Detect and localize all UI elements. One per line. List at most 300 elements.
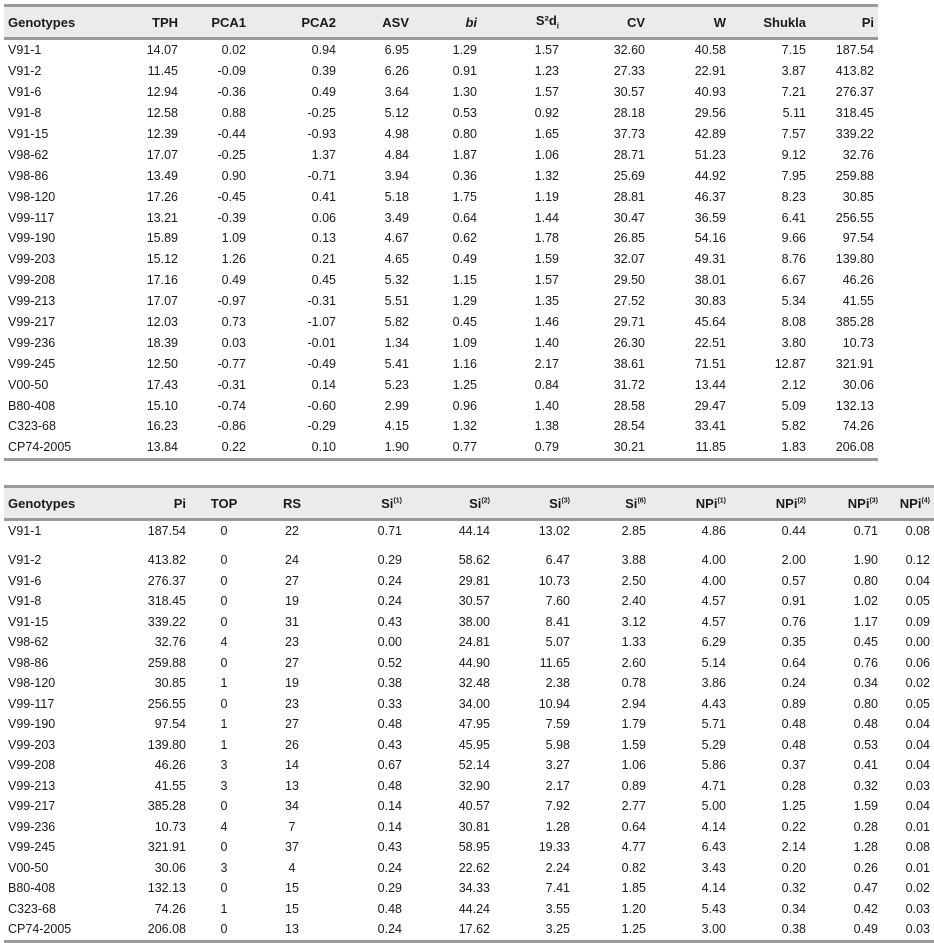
value-cell: 17.62 bbox=[406, 919, 494, 941]
value-cell: 1.59 bbox=[621, 737, 646, 752]
value-cell: 0.04 bbox=[905, 799, 930, 814]
value-cell: 0.45 bbox=[853, 635, 878, 650]
value-cell: 3 bbox=[220, 778, 228, 793]
column-header-npi1 bbox=[650, 487, 730, 520]
table-row bbox=[4, 694, 934, 715]
value-cell: 1.23 bbox=[534, 64, 559, 79]
value-cell: -0.39 bbox=[217, 210, 246, 225]
value-cell: 30.47 bbox=[613, 210, 645, 225]
column-header-si3-superscript: (3) bbox=[561, 497, 570, 505]
value-cell: 24 bbox=[285, 553, 299, 568]
value-cell: 0.76 bbox=[853, 655, 878, 670]
value-cell: 276.37 bbox=[147, 573, 186, 588]
table-row bbox=[4, 124, 878, 145]
value-cell: -0.49 bbox=[307, 356, 336, 371]
value-cell: 0.44 bbox=[781, 524, 806, 538]
value-cell: 0.77 bbox=[413, 437, 481, 459]
value-cell: 1 bbox=[220, 676, 228, 691]
value-cell: 0.89 bbox=[781, 696, 806, 711]
table-row bbox=[4, 39, 878, 61]
genotype-cell: V99-213 bbox=[8, 294, 56, 309]
column-header-si6 bbox=[574, 487, 650, 520]
table-row bbox=[4, 207, 878, 228]
genotype-cell: V91-8 bbox=[8, 594, 42, 609]
value-cell: 0.05 bbox=[905, 696, 930, 711]
genotype-cell: V99-245 bbox=[8, 356, 56, 371]
column-header-s2di bbox=[481, 6, 563, 39]
value-cell: 0.12 bbox=[905, 553, 930, 568]
value-cell: 4.65 bbox=[384, 252, 409, 267]
value-cell: 2.17 bbox=[534, 356, 559, 371]
value-cell: -0.74 bbox=[217, 398, 246, 413]
table-row bbox=[4, 776, 934, 797]
column-header-pi: Pi bbox=[104, 487, 190, 520]
value-cell: 1.25 bbox=[574, 919, 650, 941]
value-cell: 4.84 bbox=[384, 147, 409, 162]
value-cell: 0.45 bbox=[452, 315, 477, 330]
value-cell: 37.73 bbox=[613, 127, 645, 141]
value-cell: 7.95 bbox=[781, 168, 806, 183]
value-cell: 1.75 bbox=[452, 189, 477, 204]
table-row bbox=[4, 82, 878, 103]
value-cell: 0.09 bbox=[905, 614, 930, 629]
genotype-cell: V98-120 bbox=[8, 676, 56, 691]
value-cell: 4.15 bbox=[384, 419, 409, 434]
value-cell: 0.80 bbox=[853, 573, 878, 588]
column-header-pca2: PCA2 bbox=[250, 6, 340, 39]
table-row bbox=[4, 186, 878, 207]
value-cell: 4.67 bbox=[384, 231, 409, 246]
value-cell: 7.57 bbox=[781, 127, 806, 141]
value-cell: 4.14 bbox=[701, 881, 726, 896]
value-cell: 0.79 bbox=[481, 437, 563, 459]
value-cell: 5.41 bbox=[384, 356, 409, 371]
value-cell: 6.26 bbox=[384, 64, 409, 79]
value-cell: 1.20 bbox=[621, 901, 646, 916]
column-header-npi4-superscript: (4) bbox=[921, 497, 930, 505]
value-cell: 0.00 bbox=[377, 635, 402, 650]
value-cell: 0 bbox=[190, 919, 258, 941]
value-cell: -0.36 bbox=[217, 85, 246, 100]
value-cell: 5.82 bbox=[384, 315, 409, 330]
value-cell: 139.80 bbox=[147, 737, 186, 752]
value-cell: -0.25 bbox=[217, 147, 246, 162]
value-cell: 4.77 bbox=[621, 840, 646, 855]
value-cell: 19.33 bbox=[538, 840, 570, 855]
genotype-cell: V99-217 bbox=[8, 799, 56, 814]
value-cell: 206.08 bbox=[810, 437, 878, 459]
value-cell: 38.00 bbox=[458, 614, 490, 629]
genotype-cell: V99-213 bbox=[8, 778, 56, 793]
value-cell: 18.39 bbox=[146, 335, 178, 350]
value-cell: 27 bbox=[285, 655, 299, 670]
value-cell: 29.50 bbox=[613, 273, 645, 288]
value-cell: 132.13 bbox=[835, 398, 874, 413]
genotype-cell: V99-236 bbox=[8, 819, 56, 834]
value-cell: 1.09 bbox=[221, 231, 246, 246]
value-cell: 3 bbox=[220, 860, 228, 875]
column-header-pi: Pi bbox=[810, 6, 878, 39]
value-cell: 3.25 bbox=[494, 919, 574, 941]
genotype-cell: V99-208 bbox=[8, 273, 56, 288]
value-cell: 256.55 bbox=[147, 696, 186, 711]
value-cell: 1.90 bbox=[853, 553, 878, 568]
value-cell: 0.20 bbox=[781, 860, 806, 875]
value-cell: 45.64 bbox=[694, 315, 726, 330]
column-header-si3-label: Si bbox=[549, 495, 562, 511]
value-cell: 6.41 bbox=[781, 210, 806, 225]
value-cell: 1.87 bbox=[452, 147, 477, 162]
value-cell: 0.02 bbox=[905, 676, 930, 691]
value-cell: 71.51 bbox=[694, 356, 726, 371]
value-cell: 0.33 bbox=[377, 696, 402, 711]
value-cell: 2.12 bbox=[781, 377, 806, 392]
genotype-cell: V99-236 bbox=[8, 335, 56, 350]
value-cell: 0.96 bbox=[452, 398, 477, 413]
value-cell: 4 bbox=[220, 635, 228, 650]
value-cell: 32.90 bbox=[458, 778, 490, 793]
column-header-rs: RS bbox=[258, 487, 326, 520]
value-cell: 40.58 bbox=[694, 43, 726, 58]
column-header-si2-superscript: (2) bbox=[481, 497, 490, 505]
value-cell: 2.77 bbox=[621, 799, 646, 814]
value-cell: 5.18 bbox=[384, 189, 409, 204]
value-cell: 0.49 bbox=[311, 85, 336, 100]
table-row bbox=[4, 673, 934, 694]
value-cell: 45.95 bbox=[458, 737, 490, 752]
column-header-cv: CV bbox=[563, 6, 649, 39]
value-cell: 0.43 bbox=[377, 614, 402, 629]
value-cell: 2.99 bbox=[384, 398, 409, 413]
value-cell: 1.06 bbox=[534, 147, 559, 162]
value-cell: 12.50 bbox=[146, 356, 178, 371]
value-cell: 30.21 bbox=[563, 437, 649, 459]
genotype-cell: V00-50 bbox=[8, 860, 49, 875]
value-cell: 30.06 bbox=[842, 377, 874, 392]
value-cell: 3.49 bbox=[384, 210, 409, 225]
value-cell: 413.82 bbox=[835, 64, 874, 79]
value-cell: 4.43 bbox=[701, 696, 726, 711]
column-header-npi4-label: NPi bbox=[899, 495, 922, 511]
value-cell: 34.00 bbox=[458, 696, 490, 711]
value-cell: 1.29 bbox=[452, 43, 477, 58]
value-cell: 0 bbox=[220, 524, 228, 538]
table-body bbox=[4, 39, 878, 460]
value-cell: 256.55 bbox=[835, 210, 874, 225]
value-cell: 16.23 bbox=[146, 419, 178, 434]
value-cell: 28.54 bbox=[613, 419, 645, 434]
value-cell: 259.88 bbox=[147, 655, 186, 670]
value-cell: 0.41 bbox=[311, 189, 336, 204]
value-cell: 32.76 bbox=[842, 147, 874, 162]
value-cell: 0 bbox=[220, 840, 228, 855]
value-cell: 22.51 bbox=[694, 335, 726, 350]
table-row bbox=[4, 520, 934, 551]
genotype-cell: V91-6 bbox=[8, 85, 42, 100]
value-cell: 25.69 bbox=[613, 168, 645, 183]
value-cell: 97.54 bbox=[842, 231, 874, 246]
value-cell: 46.26 bbox=[842, 273, 874, 288]
value-cell: 0.43 bbox=[377, 737, 402, 752]
value-cell: 40.93 bbox=[694, 85, 726, 100]
value-cell: 8.23 bbox=[781, 189, 806, 204]
column-header-npi2 bbox=[730, 487, 810, 520]
value-cell: 1.02 bbox=[853, 594, 878, 609]
value-cell: 97.54 bbox=[154, 717, 186, 732]
value-cell: 0.08 bbox=[905, 524, 930, 538]
value-cell: 187.54 bbox=[147, 524, 186, 538]
value-cell: 44.14 bbox=[458, 524, 490, 538]
value-cell: 26.30 bbox=[613, 335, 645, 350]
value-cell: 29.81 bbox=[458, 573, 490, 588]
column-header-genotypes: Genotypes bbox=[4, 6, 104, 39]
genotype-cell: V99-217 bbox=[8, 315, 56, 330]
value-cell: 2.50 bbox=[621, 573, 646, 588]
value-cell: 0 bbox=[220, 799, 228, 814]
value-cell: 74.26 bbox=[842, 419, 874, 434]
value-cell: 0.34 bbox=[853, 676, 878, 691]
value-cell: 0.38 bbox=[730, 919, 810, 941]
value-cell: 0 bbox=[220, 573, 228, 588]
genotype-cell: V99-245 bbox=[8, 840, 56, 855]
table-row bbox=[4, 899, 934, 920]
genotype-cell: V99-203 bbox=[8, 737, 56, 752]
value-cell: 339.22 bbox=[147, 614, 186, 629]
table-body bbox=[4, 520, 934, 942]
value-cell: 0.03 bbox=[905, 778, 930, 793]
value-cell: 0.91 bbox=[452, 64, 477, 79]
value-cell: 0.41 bbox=[853, 758, 878, 773]
value-cell: 5.34 bbox=[781, 294, 806, 309]
value-cell: 6.43 bbox=[701, 840, 726, 855]
value-cell: 30.06 bbox=[154, 860, 186, 875]
value-cell: 0.80 bbox=[853, 696, 878, 711]
value-cell: 3.12 bbox=[621, 614, 646, 629]
table-row bbox=[4, 817, 934, 838]
column-header-npi4 bbox=[882, 487, 934, 520]
value-cell: 26 bbox=[285, 737, 299, 752]
value-cell: 30.81 bbox=[458, 819, 490, 834]
value-cell: 0.28 bbox=[853, 819, 878, 834]
table-row bbox=[4, 165, 878, 186]
genotype-cell: V98-62 bbox=[8, 147, 49, 162]
value-cell: 52.14 bbox=[458, 758, 490, 773]
column-header-top: TOP bbox=[190, 487, 258, 520]
genotype-cell: V99-208 bbox=[8, 758, 56, 773]
value-cell: 0.22 bbox=[781, 819, 806, 834]
value-cell: 4 bbox=[288, 860, 296, 875]
table-row bbox=[4, 755, 934, 776]
value-cell: 206.08 bbox=[104, 919, 190, 941]
value-cell: 318.45 bbox=[835, 106, 874, 121]
value-cell: 36.59 bbox=[694, 210, 726, 225]
value-cell: 12.94 bbox=[146, 85, 178, 100]
value-cell: 9.12 bbox=[781, 147, 806, 162]
table-row bbox=[4, 735, 934, 756]
value-cell: 10.73 bbox=[538, 573, 570, 588]
value-cell: 0 bbox=[220, 881, 228, 896]
value-cell: 3.80 bbox=[781, 335, 806, 350]
genotype-cell: C323-68 bbox=[8, 901, 56, 916]
genotype-cell: V98-120 bbox=[8, 189, 56, 204]
value-cell: 33.41 bbox=[694, 419, 726, 434]
value-cell: 0.06 bbox=[311, 210, 336, 225]
value-cell: 32.48 bbox=[458, 676, 490, 691]
value-cell: 28.58 bbox=[613, 398, 645, 413]
value-cell: 0.24 bbox=[377, 573, 402, 588]
value-cell: 1.30 bbox=[452, 85, 477, 100]
value-cell: 4.98 bbox=[384, 127, 409, 141]
value-cell: 14.07 bbox=[146, 43, 178, 58]
value-cell: 3.00 bbox=[650, 919, 730, 941]
value-cell: 30.57 bbox=[458, 594, 490, 609]
value-cell: 0.13 bbox=[311, 231, 336, 246]
value-cell: 187.54 bbox=[835, 43, 874, 58]
value-cell: 0.53 bbox=[853, 737, 878, 752]
value-cell: 7.92 bbox=[545, 799, 570, 814]
value-cell: 13.02 bbox=[538, 524, 570, 538]
value-cell: 1.57 bbox=[534, 273, 559, 288]
value-cell: 26.85 bbox=[613, 231, 645, 246]
value-cell: 0.04 bbox=[905, 573, 930, 588]
value-cell: 27 bbox=[285, 573, 299, 588]
column-header-npi1-label: NPi bbox=[695, 495, 718, 511]
value-cell: 0.14 bbox=[377, 799, 402, 814]
value-cell: 23 bbox=[285, 635, 299, 650]
value-cell: 0.24 bbox=[377, 594, 402, 609]
value-cell: 0.49 bbox=[452, 252, 477, 267]
value-cell: 0.01 bbox=[905, 860, 930, 875]
value-cell: 0.88 bbox=[221, 106, 246, 121]
value-cell: 27.52 bbox=[613, 294, 645, 309]
value-cell: 19 bbox=[285, 594, 299, 609]
table-row bbox=[4, 312, 878, 333]
value-cell: 11.85 bbox=[649, 437, 730, 459]
value-cell: 7.15 bbox=[781, 43, 806, 58]
value-cell: 0.90 bbox=[221, 168, 246, 183]
table-row bbox=[4, 270, 878, 291]
value-cell: 6.47 bbox=[545, 553, 570, 568]
value-cell: 13 bbox=[285, 778, 299, 793]
value-cell: 0.71 bbox=[853, 524, 878, 538]
value-cell: 1.83 bbox=[730, 437, 810, 459]
value-cell: 321.91 bbox=[835, 356, 874, 371]
value-cell: 0.03 bbox=[221, 335, 246, 350]
column-header-si3 bbox=[494, 487, 574, 520]
value-cell: 24.81 bbox=[458, 635, 490, 650]
table-row bbox=[4, 919, 934, 941]
table-row bbox=[4, 249, 878, 270]
value-cell: -0.71 bbox=[307, 168, 336, 183]
value-cell: 5.07 bbox=[545, 635, 570, 650]
value-cell: 8.08 bbox=[781, 315, 806, 330]
value-cell: 46.26 bbox=[154, 758, 186, 773]
genotype-cell: V91-15 bbox=[8, 614, 49, 629]
value-cell: 385.28 bbox=[835, 315, 874, 330]
value-cell: 1.35 bbox=[534, 294, 559, 309]
value-cell: 0.47 bbox=[853, 881, 878, 896]
value-cell: -0.93 bbox=[307, 127, 336, 141]
genotype-cell: V99-190 bbox=[8, 231, 56, 246]
value-cell: 10.73 bbox=[154, 819, 186, 834]
value-cell: 1.06 bbox=[621, 758, 646, 773]
value-cell: 14 bbox=[285, 758, 299, 773]
value-cell: 4.71 bbox=[701, 778, 726, 793]
column-header-bi: bi bbox=[413, 6, 481, 39]
value-cell: 6.67 bbox=[781, 273, 806, 288]
value-cell: 2.14 bbox=[781, 840, 806, 855]
ranking-indices-table bbox=[4, 485, 934, 943]
value-cell: -1.07 bbox=[307, 315, 336, 330]
table-row bbox=[4, 571, 934, 592]
table-row bbox=[4, 858, 934, 879]
value-cell: 0 bbox=[220, 655, 228, 670]
value-cell: 0.84 bbox=[534, 377, 559, 392]
value-cell: 0.82 bbox=[621, 860, 646, 875]
value-cell: 7 bbox=[288, 819, 296, 834]
value-cell: 13.49 bbox=[146, 168, 178, 183]
value-cell: 23 bbox=[285, 696, 299, 711]
value-cell: 0.28 bbox=[781, 778, 806, 793]
genotype-cell: CP74-2005 bbox=[4, 437, 104, 459]
value-cell: 30.57 bbox=[613, 85, 645, 100]
value-cell: 0.48 bbox=[781, 717, 806, 732]
value-cell: 0.94 bbox=[311, 43, 336, 58]
value-cell: 15 bbox=[285, 901, 299, 916]
value-cell: 3.94 bbox=[384, 168, 409, 183]
value-cell: 51.23 bbox=[694, 147, 726, 162]
value-cell: 0.53 bbox=[452, 106, 477, 121]
value-cell: 1.17 bbox=[853, 614, 878, 629]
value-cell: 1.90 bbox=[340, 437, 413, 459]
stability-parameters-table bbox=[4, 4, 878, 461]
value-cell: 3.27 bbox=[545, 758, 570, 773]
value-cell: 0 bbox=[220, 614, 228, 629]
value-cell: -0.60 bbox=[307, 398, 336, 413]
value-cell: 11.65 bbox=[539, 655, 570, 670]
table-row bbox=[4, 332, 878, 353]
value-cell: 0.91 bbox=[781, 594, 806, 609]
value-cell: 12.58 bbox=[146, 106, 178, 121]
genotype-cell: V91-2 bbox=[8, 64, 42, 79]
value-cell: 413.82 bbox=[147, 553, 186, 568]
value-cell: 0.03 bbox=[905, 901, 930, 916]
genotype-cell: V98-86 bbox=[8, 168, 49, 183]
value-cell: 0.22 bbox=[182, 437, 250, 459]
value-cell: -0.29 bbox=[307, 419, 336, 434]
value-cell: 10.94 bbox=[538, 696, 570, 711]
value-cell: 4.57 bbox=[701, 614, 726, 629]
column-header-si1 bbox=[326, 487, 406, 520]
value-cell: 0.36 bbox=[452, 168, 477, 183]
table-row bbox=[4, 395, 878, 416]
value-cell: 31 bbox=[285, 614, 299, 629]
value-cell: 58.95 bbox=[458, 840, 490, 855]
value-cell: 0.04 bbox=[905, 758, 930, 773]
table-header-row bbox=[4, 6, 878, 39]
genotype-cell: V98-86 bbox=[8, 655, 49, 670]
value-cell: 22.91 bbox=[694, 64, 726, 79]
value-cell: 15 bbox=[285, 881, 299, 896]
column-header-tph: TPH bbox=[104, 6, 182, 39]
value-cell: 0.89 bbox=[621, 778, 646, 793]
column-header-npi3-superscript: (3) bbox=[869, 497, 878, 505]
value-cell: -0.31 bbox=[307, 294, 336, 309]
value-cell: 1.59 bbox=[853, 799, 878, 814]
value-cell: -0.31 bbox=[217, 377, 246, 392]
column-header-si6-label: Si bbox=[625, 495, 638, 511]
value-cell: 0.29 bbox=[377, 881, 402, 896]
